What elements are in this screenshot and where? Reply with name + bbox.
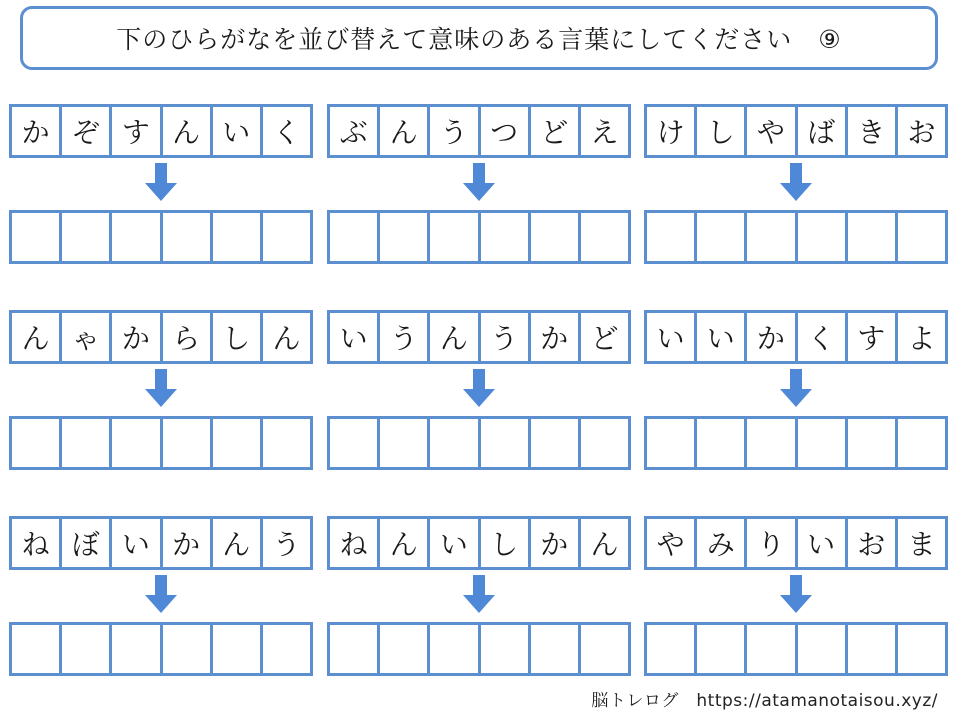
arrow-down-icon	[463, 575, 495, 615]
arrow-down-icon	[463, 369, 495, 409]
letter-cell: や	[747, 107, 797, 155]
answer-cell[interactable]	[112, 419, 162, 467]
answer-cell[interactable]	[481, 625, 531, 673]
worksheet-title	[20, 6, 938, 70]
question-row	[9, 104, 313, 158]
answer-cell[interactable]	[430, 625, 480, 673]
arrow-down-icon	[463, 163, 495, 203]
question-row	[9, 310, 313, 364]
answer-row	[644, 210, 948, 264]
letter-cell: お	[907, 116, 936, 149]
answer-cell[interactable]	[263, 213, 310, 261]
answer-cell[interactable]	[430, 213, 480, 261]
answer-cell[interactable]	[647, 213, 697, 261]
letter-cell: や	[647, 519, 697, 567]
answer-cell[interactable]	[213, 213, 263, 261]
answer-cell[interactable]	[697, 625, 747, 673]
answer-cell[interactable]	[798, 625, 848, 673]
letter-cell: か	[112, 313, 162, 361]
letter-cell: ん	[272, 322, 301, 355]
title-text: 下のひらがなを並び替えて意味のある言葉にしてください ⑨	[116, 25, 842, 54]
answer-cell[interactable]	[263, 419, 310, 467]
letter-cell: す	[112, 107, 162, 155]
letter-cell: ん	[12, 313, 62, 361]
letter-cell: お	[848, 519, 898, 567]
letter-cell: う	[430, 107, 480, 155]
answer-row	[9, 210, 313, 264]
answer-row	[644, 622, 948, 676]
letter-cell: か	[531, 313, 581, 361]
letter-cell: け	[647, 107, 697, 155]
letter-cell: ば	[798, 107, 848, 155]
answer-cell[interactable]	[798, 419, 848, 467]
answer-cell[interactable]	[798, 213, 848, 261]
answer-cell[interactable]	[581, 625, 628, 673]
letter-cell: ど	[590, 322, 619, 355]
answer-row	[327, 622, 631, 676]
answer-cell[interactable]	[747, 419, 797, 467]
letter-cell: す	[848, 313, 898, 361]
answer-cell[interactable]	[62, 419, 112, 467]
question-row	[9, 516, 313, 570]
letter-cell: い	[213, 107, 263, 155]
answer-cell[interactable]	[430, 419, 480, 467]
letter-cell: ん	[213, 519, 263, 567]
answer-cell[interactable]	[12, 213, 62, 261]
puzzle-3	[644, 104, 948, 264]
answer-cell[interactable]	[330, 419, 380, 467]
letter-cell: し	[697, 107, 747, 155]
letter-cell: し	[213, 313, 263, 361]
answer-row	[9, 622, 313, 676]
answer-cell[interactable]	[481, 419, 531, 467]
answer-cell[interactable]	[163, 625, 213, 673]
answer-cell[interactable]	[330, 213, 380, 261]
answer-cell[interactable]	[697, 213, 747, 261]
answer-cell[interactable]	[330, 625, 380, 673]
answer-cell[interactable]	[12, 419, 62, 467]
question-row	[327, 516, 631, 570]
letter-cell: う	[380, 313, 430, 361]
arrow-down-icon	[780, 369, 812, 409]
answer-cell[interactable]	[898, 213, 945, 261]
question-row	[644, 104, 948, 158]
answer-cell[interactable]	[531, 625, 581, 673]
arrow-down-icon	[780, 575, 812, 615]
letter-cell: い	[697, 313, 747, 361]
answer-cell[interactable]	[848, 625, 898, 673]
answer-cell[interactable]	[747, 213, 797, 261]
letter-cell: ま	[907, 528, 936, 561]
puzzle-4	[9, 310, 313, 470]
answer-row	[9, 416, 313, 470]
question-row	[327, 310, 631, 364]
answer-cell[interactable]	[12, 625, 62, 673]
puzzle-9	[644, 516, 948, 676]
letter-cell: き	[848, 107, 898, 155]
letter-cell: し	[481, 519, 531, 567]
letter-cell: り	[747, 519, 797, 567]
letter-cell: よ	[907, 322, 936, 355]
letter-cell: い	[647, 313, 697, 361]
letter-cell: ゃ	[62, 313, 112, 361]
letter-cell: か	[12, 107, 62, 155]
letter-cell: ど	[531, 107, 581, 155]
answer-cell[interactable]	[112, 625, 162, 673]
answer-cell[interactable]	[112, 213, 162, 261]
letter-cell: み	[697, 519, 747, 567]
answer-row	[327, 416, 631, 470]
letter-cell: く	[798, 313, 848, 361]
answer-cell[interactable]	[898, 419, 945, 467]
letter-cell: ら	[163, 313, 213, 361]
arrow-down-icon	[780, 163, 812, 203]
question-row	[644, 310, 948, 364]
puzzle-1	[9, 104, 313, 264]
letter-cell: か	[163, 519, 213, 567]
answer-row	[644, 416, 948, 470]
letter-cell: つ	[481, 107, 531, 155]
letter-cell: い	[330, 313, 380, 361]
letter-cell: え	[590, 116, 619, 149]
letter-cell: ん	[430, 313, 480, 361]
letter-cell: ぼ	[62, 519, 112, 567]
question-row	[644, 516, 948, 570]
puzzle-7	[9, 516, 313, 676]
answer-cell[interactable]	[380, 625, 430, 673]
arrow-down-icon	[145, 369, 177, 409]
answer-cell[interactable]	[163, 213, 213, 261]
answer-cell[interactable]	[581, 419, 628, 467]
letter-cell: ん	[380, 107, 430, 155]
letter-cell: く	[272, 116, 301, 149]
letter-cell: か	[531, 519, 581, 567]
letter-cell: い	[112, 519, 162, 567]
answer-cell[interactable]	[647, 419, 697, 467]
letter-cell: ん	[590, 528, 619, 561]
letter-cell: か	[747, 313, 797, 361]
footer-credit: 脳トレログ https://atamanotaisou.xyz/	[591, 691, 938, 711]
answer-cell[interactable]	[62, 213, 112, 261]
letter-cell: ね	[12, 519, 62, 567]
answer-cell[interactable]	[380, 419, 430, 467]
letter-cell: ぞ	[62, 107, 112, 155]
answer-cell[interactable]	[581, 213, 628, 261]
answer-row	[327, 210, 631, 264]
answer-cell[interactable]	[213, 419, 263, 467]
question-row	[327, 104, 631, 158]
letter-cell: ぶ	[330, 107, 380, 155]
arrow-down-icon	[145, 575, 177, 615]
answer-cell[interactable]	[697, 419, 747, 467]
answer-cell[interactable]	[898, 625, 945, 673]
answer-cell[interactable]	[848, 419, 898, 467]
answer-cell[interactable]	[163, 419, 213, 467]
puzzle-8	[327, 516, 631, 676]
letter-cell: ね	[330, 519, 380, 567]
answer-cell[interactable]	[531, 419, 581, 467]
answer-cell[interactable]	[531, 213, 581, 261]
letter-cell: ん	[380, 519, 430, 567]
arrow-down-icon	[145, 163, 177, 203]
answer-cell[interactable]	[263, 625, 310, 673]
answer-cell[interactable]	[481, 213, 531, 261]
letter-cell: う	[272, 528, 301, 561]
letter-cell: い	[430, 519, 480, 567]
puzzle-2	[327, 104, 631, 264]
puzzle-6	[644, 310, 948, 470]
answer-cell[interactable]	[848, 213, 898, 261]
letter-cell: い	[798, 519, 848, 567]
answer-cell[interactable]	[213, 625, 263, 673]
answer-cell[interactable]	[747, 625, 797, 673]
answer-cell[interactable]	[380, 213, 430, 261]
letter-cell: う	[481, 313, 531, 361]
letter-cell: ん	[163, 107, 213, 155]
answer-cell[interactable]	[62, 625, 112, 673]
answer-cell[interactable]	[647, 625, 697, 673]
puzzle-5	[327, 310, 631, 470]
